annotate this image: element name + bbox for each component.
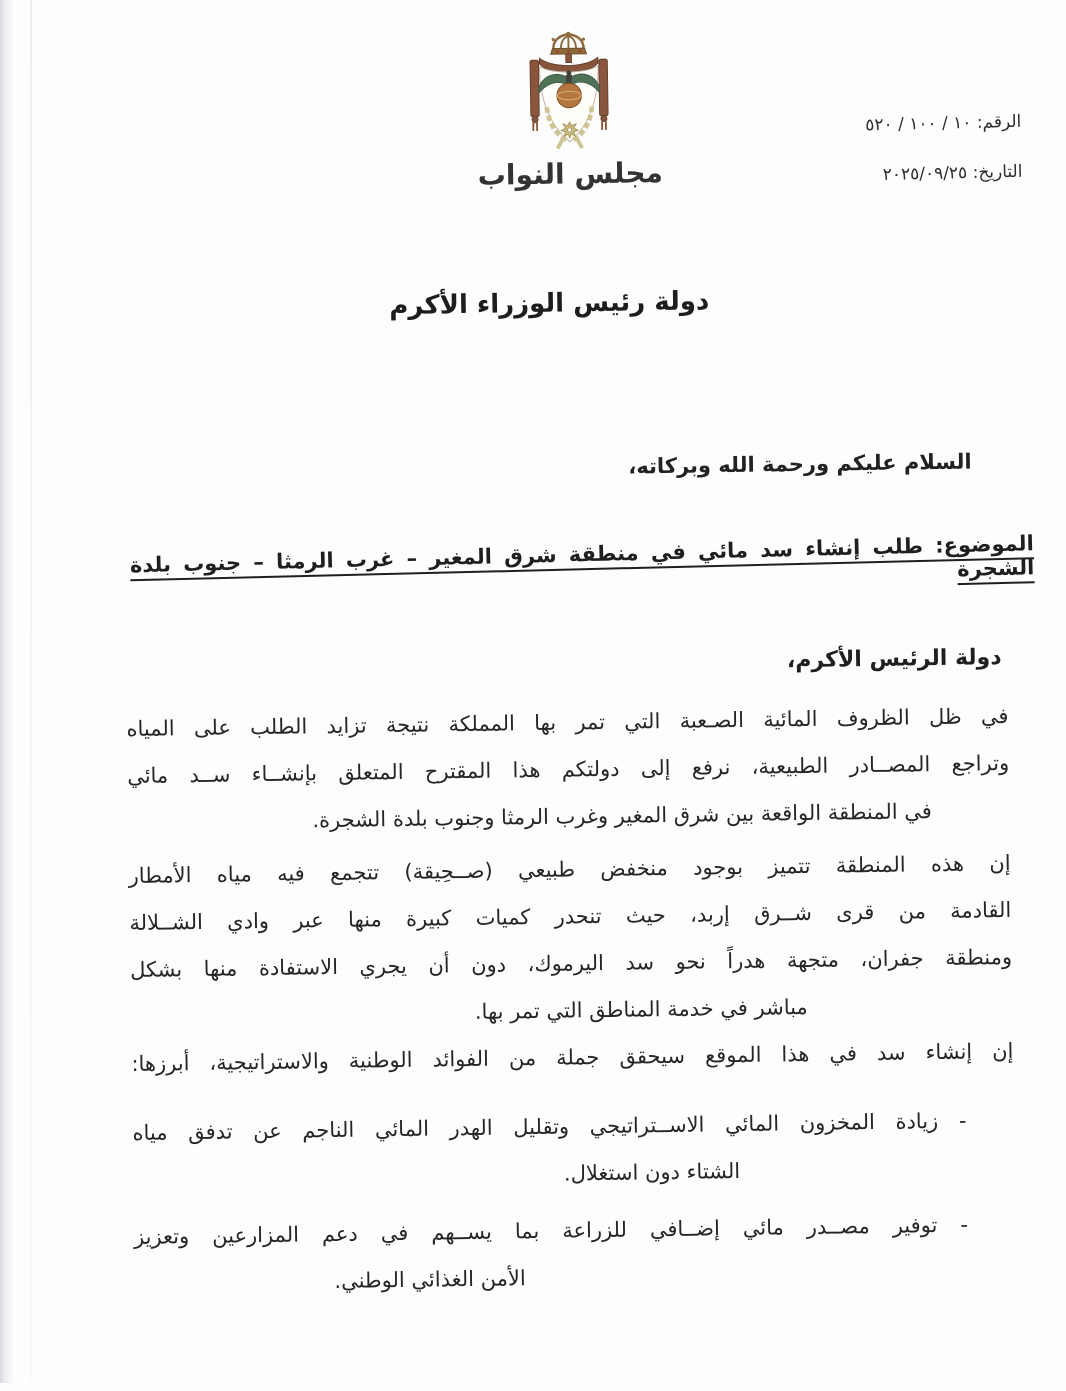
letter-title: دولة رئيس الوزراء الأكرم	[38, 281, 1060, 326]
letter-body	[126, 693, 1017, 1308]
paragraph-1	[126, 693, 1010, 847]
body-line: في ظل الظروف المائية الصـعبة التي تمر بها المملكة نتيجة تزايد الطلب على المياه	[126, 693, 1009, 753]
globe-icon	[557, 83, 582, 108]
bullet-line: الأمن الغذائي الوطني.	[134, 1255, 526, 1308]
bullet-line	[134, 1201, 1017, 1261]
bullet-text: توفير مصــدر مائي إضــافي للزراعة بما يســهم في دعم المزارعين وتعزيز	[134, 1213, 938, 1249]
body-line: إن إنشاء سد في هذا الموقع سيحقق جملة من الفوائد الوطنية والاستراتيجية، أبرزها:	[131, 1028, 1014, 1088]
greeting-line: السلام عليكم ورحمة الله وبركاته،	[628, 449, 972, 478]
salutation-line: دولة الرئيس الأكرم،	[787, 645, 1002, 673]
bullet-item-1	[132, 1097, 1015, 1204]
subject-line: الموضوع: طلب إنشاء سد مائي في منطقة شرق المغير – غرب الرمثا – جنوب بلدة الشجرة	[130, 531, 1035, 601]
body-line: وتراجع المصــادر الطبيعية، نرفع إلى دولتكم هذا المقترح المتعلق بإنشــاء ســد مائي	[127, 740, 1010, 800]
doc-meta-block	[811, 108, 1023, 213]
bullet-dash: -	[959, 1109, 967, 1133]
doc-date: التاريخ: ٢٠٢٥/٠٩/٢٥	[812, 158, 1023, 191]
crown-icon	[550, 32, 586, 55]
emblem-wrap	[503, 30, 635, 168]
jordan-coat-of-arms-icon	[503, 30, 635, 164]
paragraph-2	[128, 840, 1013, 1041]
parliament-name-calligraphy: مجلس النواب	[420, 155, 720, 192]
body-line: القادمة من قرى شــرق إربد، حيث تنحدر كميات كبيرة منها عبر وادي الشــلالة	[129, 887, 1012, 947]
bullet-dash: -	[960, 1213, 968, 1237]
bullet-item-2	[134, 1201, 1017, 1308]
body-line: مباشر في خدمة المناطق التي تمر بها.	[130, 984, 808, 1041]
bullet-line: الشتاء دون استغلال.	[133, 1148, 741, 1204]
body-line: ومنطقة جفران، متجهة هدراً نحو سد اليرموك، دون أن يجري الاستفادة منها بشكل	[130, 934, 1013, 994]
body-line: في المنطقة الواقعة بين شرق المغير وغرب الرمثا وجنوب بلدة الشجرة.	[128, 788, 933, 847]
body-line: إن هذه المنطقة تتميز بوجود منخفض طبيعي (صــحِيقة) تتجمع فيه مياه الأمطار	[128, 840, 1011, 900]
bullet-text: زيادة المخزون المائي الاســتراتيجي وتقليل الهدر المائي الناجم عن تدفق مياه	[132, 1109, 938, 1145]
bullet-line	[132, 1097, 1015, 1157]
doc-number: الرقم: ١٠ / ١٠٠ / ٥٢٠	[811, 108, 1022, 141]
